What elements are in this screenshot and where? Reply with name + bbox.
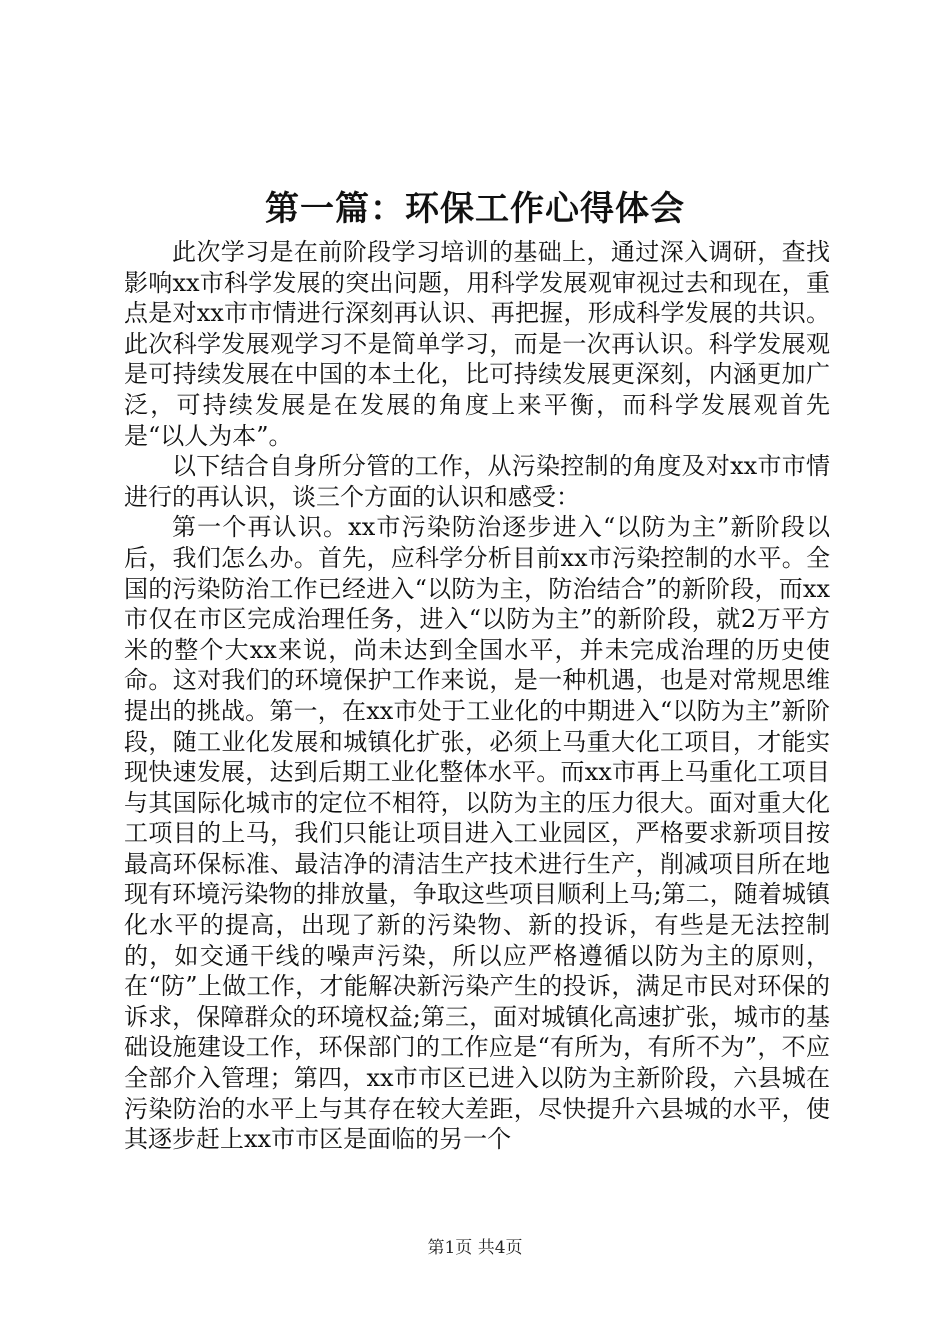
paragraph-2: 以下结合自身所分管的工作，从污染控制的角度及对xx市市情进行的再认识，谈三个方面的认识和感受： bbox=[124, 452, 830, 511]
paragraph-1: 此次学习是在前阶段学习培训的基础上，通过深入调研，查找影响xx市科学发展的突出问题，用科学发展观审视过去和现在，重点是对xx市市情进行深刻再认识、再把握，形成科学发展的共识。此次科学发展观学习不是简单学习，而是一次再认识。科学发展观是可持续发展在中国的本土化，比可持续发展更深刻，内涵更加广泛，可持续发展是在发展的角度上来平衡，而科学发展观首先是“以人为本”。 bbox=[124, 238, 830, 450]
paragraph-3: 第一个再认识。xx市污染防治逐步进入“以防为主”新阶段以后，我们怎么办。首先，应科学分析目前xx市污染控制的水平。全国的污染防治工作已经进入“以防为主，防治结合”的新阶段，而xx市仅在市区完成治理任务，进入“以防为主”的新阶段，就2万平方米的整个大xx来说，尚未达到全国水平，并未完成治理的历史使命。这对我们的环境保护工作来说，是一种机遇，也是对常规思维提出的挑战。第一，在xx市处于工业化的中期进入“以防为主”新阶段，随工业化发展和城镇化扩张，必须上马重大化工项目，才能实现快速发展，达到后期工业化整体水平。而xx市再上马重化工项目与其国际化城市的定位不相符，以防为主的压力很大。面对重大化工项目的上马，我们只能让项目进入工业园区，严格要求新项目按最高环保标准、最洁净的清洁生产技术进行生产，削减项目所在地现有环境污染物的排放量，争取这些项目顺利上马;第二，随着城镇化水平的提高，出现了新的污染物、新的投诉，有些是无法控制的，如交通干线的噪声污染，所以应严格遵循以防为主的原则，在“防”上做工作，才能解决新污染产生的投诉，满足市民对环保的诉求，保障群众的环境权益;第三，面对城镇化高速扩张，城市的基础设施建设工作，环保部门的工作应是“有所为，有所不为”，不应全部介入管理；第四，xx市市区已进入以防为主新阶段，六县城在污染防治的水平上与其存在较大差距，尽快提升六县城的水平，使其逐步赶上xx市市区是面临的另一个 bbox=[124, 513, 830, 1154]
document-title: 第一篇：环保工作心得体会 bbox=[265, 189, 685, 229]
document-body bbox=[124, 237, 830, 1155]
page-number-footer: 第1页 共4页 bbox=[427, 1238, 523, 1258]
